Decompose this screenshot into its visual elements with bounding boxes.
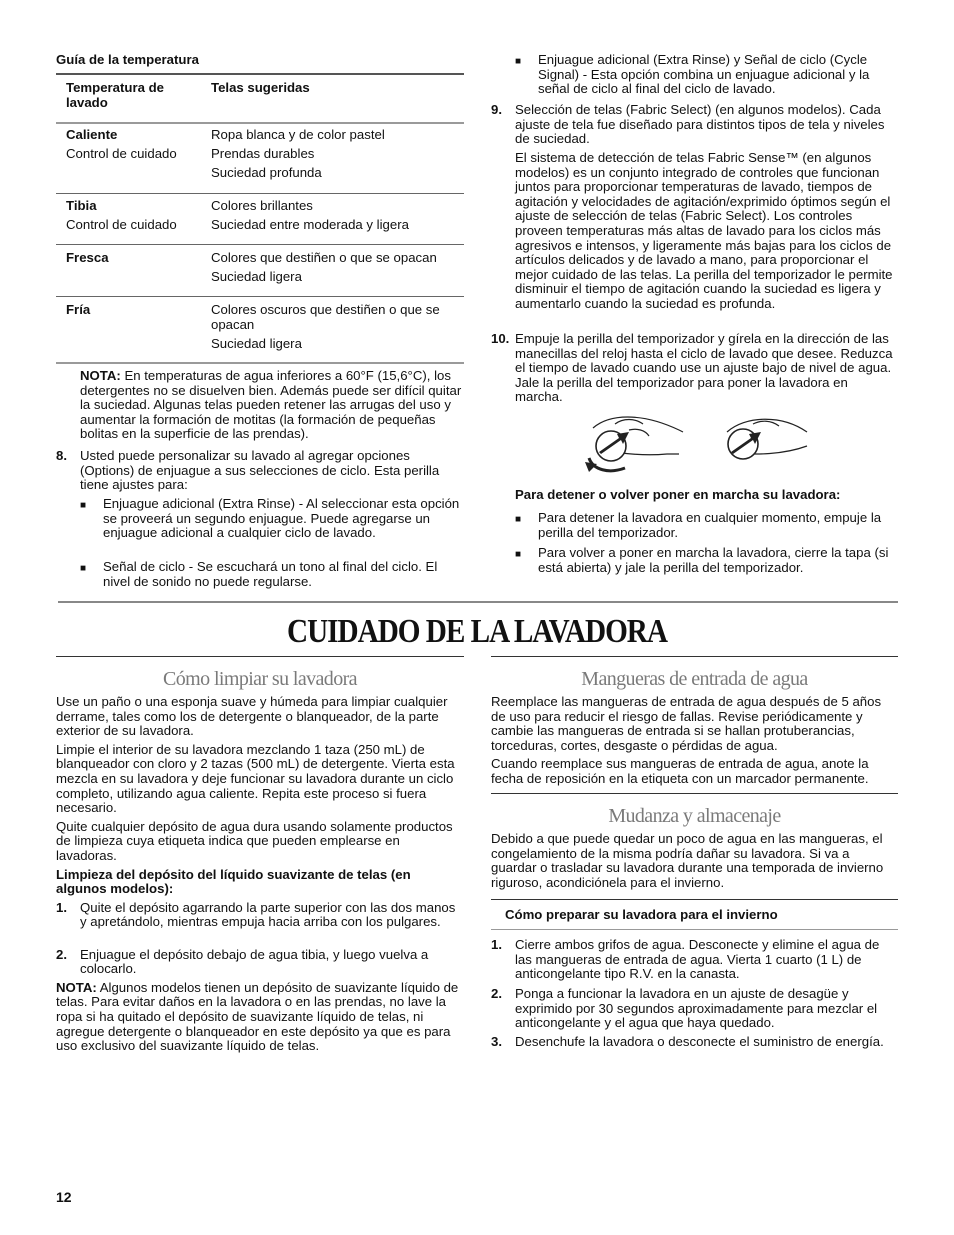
table-top-rule bbox=[56, 73, 464, 75]
winter-heading: Cómo preparar su lavadora para el invierno bbox=[505, 907, 778, 922]
list-item bbox=[491, 938, 898, 987]
cleaning-body bbox=[56, 695, 464, 1054]
moving-title: Mudanza y almacenaje bbox=[608, 805, 781, 827]
bullet-text: Para volver a poner en marcha la lavadora, cierre la tapa (si está abierta) y jale la perilla del temporizador. bbox=[538, 545, 889, 575]
temp-name: Fresca bbox=[66, 250, 109, 265]
winter-bottom-rule bbox=[491, 929, 898, 930]
step-text: Usted puede personalizar su lavado al agregar opciones (Options) de enjuague a sus selecciones de ciclo. Esta perilla tiene ajustes para: bbox=[80, 448, 440, 493]
moving-body bbox=[491, 832, 898, 890]
step-text: Empuje la perilla del temporizador y gírela en la dirección de las manecillas del reloj hasta el ciclo de lavado que desee. Reduzca el tiempo de lavado cuando use un ajuste bajo de nivel de agua. Jale la perilla del temporizador para poner la lavadora en marcha. bbox=[515, 331, 893, 405]
step-text: Quite el depósito agarrando la parte superior con las dos manos y apretándolo, mientras empuja hacia arriba con los pulgares. bbox=[80, 899, 456, 930]
step-text: Selección de telas (Fabric Select) (en algunos modelos). Cada ajuste de tela fue diseñado para distintos tipos de tela y niveles de suciedad. bbox=[515, 102, 885, 147]
fabric-line: Prendas durables bbox=[211, 145, 315, 161]
table-row-rule bbox=[56, 193, 464, 194]
step-9 bbox=[491, 103, 898, 328]
step-10 bbox=[491, 332, 898, 407]
table-bottom-rule bbox=[56, 362, 464, 364]
page-number: 12 bbox=[56, 1189, 72, 1205]
table-header-temp: Temperatura de lavado bbox=[66, 80, 164, 110]
table-row-rule bbox=[56, 296, 464, 297]
rinse-signal-option bbox=[491, 53, 898, 103]
step-number: 1. bbox=[56, 899, 67, 915]
stop-restart-section bbox=[491, 488, 898, 578]
step-number: 10. bbox=[491, 331, 510, 346]
bullet-text: Señal de ciclo - Se escuchará un tono al final del ciclo. El nivel de sonido no puede regularse. bbox=[103, 559, 438, 589]
winter-steps bbox=[491, 938, 898, 1067]
list-item bbox=[491, 1035, 898, 1067]
table-row-rule bbox=[56, 244, 464, 245]
temp-name: Fría bbox=[66, 302, 91, 317]
fabric-line: Colores oscuros que destiñen o que se opacan bbox=[211, 302, 440, 332]
list-item bbox=[491, 987, 898, 1035]
stop-restart-heading: Para detener o volver poner en marcha su lavadora: bbox=[515, 487, 841, 502]
step-text: Enjuague el depósito debajo de agua tibia, y luego vuelva a colocarlo. bbox=[80, 946, 429, 977]
fabric-line: Ropa blanca y de color pastel bbox=[211, 127, 385, 142]
note-label: NOTA: bbox=[56, 979, 97, 995]
cleaning-paragraph: Use un paño o una esponja suave y húmeda para limpiar cualquier derrame, tales como los de detergente o blanqueador, de la parte exterior de su lavadora. bbox=[56, 694, 448, 739]
fabric-sense-paragraph: El sistema de detección de telas Fabric Sense™ (en algunos modelos) es un conjunto integrado de controles que funcionan juntos para proporcionar temperaturas de lavado, tiempos de agitación y velocidades de agitación/exprimido óptimos según el ajuste de selección de telas (Fabric Select). Los controles proveen temperaturas más altas de lavado para los ciclos más agresivos e intensos, y ligeramente más bajas para los ciclos de artículos delicados y de lavado a mano, para proporcionar el mejor cuidado de las telas. La perilla del temporizador le permite disminuir el tiempo de agitación cuando la suciedad es ligera y aumentarlo cuando la suciedad es profunda. bbox=[515, 150, 893, 311]
temperature-note bbox=[80, 369, 463, 442]
cleaning-title: Cómo limpiar su lavadora bbox=[163, 668, 357, 690]
bullet-text: Para detener la lavadora en cualquier momento, empuje la perilla del temporizador. bbox=[538, 510, 882, 540]
list-item bbox=[56, 948, 464, 981]
hoses-paragraph: Cuando reemplace sus mangueras de entrada de agua, anote la fecha de reposición en la etiqueta con un marcador permanente. bbox=[491, 756, 869, 786]
hoses-title: Mangueras de entrada de agua bbox=[581, 668, 808, 690]
step-number: 1. bbox=[491, 937, 502, 952]
square-bullet-icon: ■ bbox=[80, 563, 87, 574]
step-text: Cierre ambos grifos de agua. Desconecte y elimine el agua de las mangueras de entrada de agua. Vierta 1 cuarto (1 L) de anticongelante tipo R.V. en la canasta. bbox=[515, 937, 880, 982]
table-header-fabrics: Telas sugeridas bbox=[211, 80, 310, 95]
step-number: 9. bbox=[491, 102, 502, 117]
hoses-body bbox=[491, 695, 898, 787]
section-top-rule bbox=[58, 601, 898, 603]
section-title: CUIDADO DE LA LAVADORA bbox=[287, 613, 667, 650]
step-number: 2. bbox=[491, 986, 502, 1001]
fabric-line: Suciedad ligera bbox=[211, 335, 302, 351]
temperature-guide-heading: Guía de la temperatura bbox=[56, 52, 199, 67]
fabric-line: Colores que destiñen o que se opacan bbox=[211, 250, 437, 265]
note-label: NOTA: bbox=[80, 368, 121, 383]
bullet-text: Enjuague adicional (Extra Rinse) y Señal de ciclo (Cycle Signal) - Esta opción combina un enjuague adicional y la señal de ciclo al final del ciclo de lavado. bbox=[538, 52, 870, 97]
square-bullet-icon: ■ bbox=[80, 500, 87, 511]
subsection-rule bbox=[56, 656, 464, 657]
step-text: Desenchufe la lavadora o desconecte el suministro de energía. bbox=[515, 1034, 884, 1049]
subsection-rule bbox=[491, 793, 898, 794]
table-header-rule bbox=[56, 122, 464, 124]
step-8 bbox=[56, 449, 464, 594]
bullet-text: Enjuague adicional (Extra Rinse) - Al seleccionar esta opción se proveerá un segundo enjuague. Puede agregarse un enjuague adicional a cualquier ciclo de lavado. bbox=[103, 496, 460, 541]
step-number: 3. bbox=[491, 1034, 502, 1049]
moving-paragraph: Debido a que puede quedar un poco de agua en las mangueras, el congelamiento de la misma podría dañar su lavadora. Si va a guardar o trasladar su lavadora durante una temporada de invierno riguroso, acondiciónela para el invierno. bbox=[491, 831, 884, 890]
dispenser-note bbox=[56, 981, 464, 1054]
fabric-line: Suciedad profunda bbox=[211, 164, 322, 180]
square-bullet-icon: ■ bbox=[515, 514, 522, 525]
square-bullet-icon: ■ bbox=[515, 549, 522, 560]
note-text: Algunos modelos tienen un depósito de suavizante líquido de telas. Para evitar daños en la lavadora o en las prendas, no lave la ropa si ha quitado el depósito de suavizante líquido de telas, ni agregue detergente o blanqueador en este depósito ya que es para uso exclusivo del suavizante líquido de telas. bbox=[56, 979, 459, 1054]
hoses-paragraph: Reemplace las mangueras de entrada de agua después de 5 años de uso para reducir el riesgo de fallas. Revise periódicamente y cambie las mangueras de entrada si se hallan protuberancias, torceduras, cortes, desgaste o pérdidas de agua. bbox=[491, 694, 882, 753]
temp-name: Caliente bbox=[66, 127, 118, 142]
step-number: 8. bbox=[56, 448, 67, 463]
step-number: 2. bbox=[56, 946, 67, 962]
temp-sub: Control de cuidado bbox=[66, 145, 177, 161]
list-item bbox=[56, 901, 464, 948]
fabric-line: Colores brillantes bbox=[211, 198, 313, 213]
fabric-line: Suciedad ligera bbox=[211, 268, 302, 284]
winter-top-rule bbox=[491, 899, 898, 900]
cleaning-paragraph: Quite cualquier depósito de agua dura usando solamente productos de limpieza cuya etiqueta indica que pueden emplearse en lavadoras. bbox=[56, 818, 453, 863]
square-bullet-icon: ■ bbox=[515, 56, 522, 67]
subsection-rule bbox=[491, 656, 898, 657]
temp-sub: Control de cuidado bbox=[66, 216, 177, 232]
dispenser-heading: Limpieza del depósito del líquido suavizante de telas (en algunos modelos): bbox=[56, 866, 411, 897]
timer-knob-hand-icon bbox=[575, 410, 820, 482]
step-text: Ponga a funcionar la lavadora en un ajuste de desagüe y exprimido por 30 segundos aproximadamente para mezclar el anticongelante y el agua que haya quedado. bbox=[515, 986, 878, 1031]
fabric-line: Suciedad entre moderada y ligera bbox=[211, 216, 409, 232]
cleaning-paragraph: Limpie el interior de su lavadora mezclando 1 taza (250 mL) de blanqueador con cloro y 2 tazas (500 mL) de detergente. Vierta esta mezcla en su lavadora y deje funcionar su lavadora durante un ciclo completo, utilizando agua caliente. Repita este proceso si fuera necesario. bbox=[56, 741, 455, 816]
temp-name: Tibia bbox=[66, 198, 97, 213]
note-text: En temperaturas de agua inferiores a 60°F (15,6°C), los detergentes no se disuelven bien. Además puede ser difícil quitar la suciedad. Algunas telas pueden retener las arrugas del uso y aumentar la formación de motitas (la formación de pequeñas bolitas en la superficie de las prendas). bbox=[80, 368, 462, 442]
